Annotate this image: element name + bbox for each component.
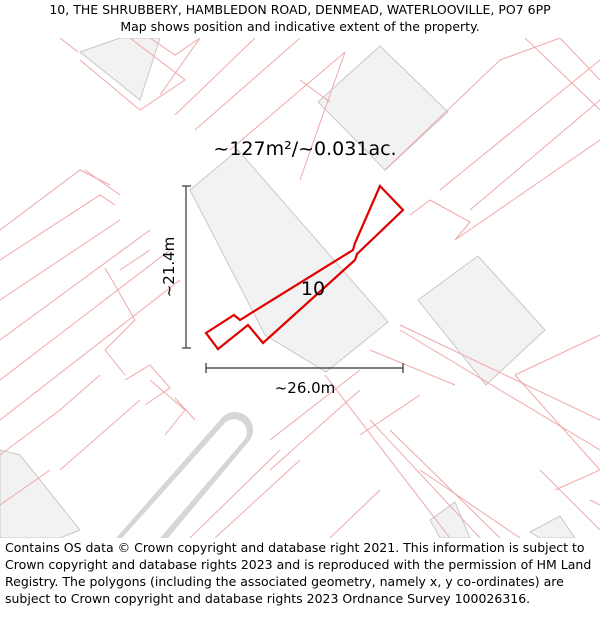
width-dimension-line xyxy=(206,363,403,373)
road-surface xyxy=(122,419,247,538)
width-dimension-label: ~26.0m xyxy=(274,379,336,397)
building xyxy=(190,150,388,372)
property-map[interactable] xyxy=(0,38,600,538)
map-canvas xyxy=(0,38,600,538)
height-dimension-line xyxy=(182,186,191,348)
building xyxy=(418,256,545,385)
building xyxy=(530,516,575,538)
copyright-notice: Contains OS data © Crown copyright and database right 2021. This information is subject to Crown copyright and database rights 2023 and is reproduced with the permission of HM Land Registry. The polygons (including the associated geometry, namely x, y co-ordinates) are subject to Crown copyright and database rights 2023 Ordnance Survey 100026316. xyxy=(5,540,592,606)
area-label: ~127m²/~0.031ac. xyxy=(213,138,397,160)
map-subtitle: Map shows position and indicative extent of the property. xyxy=(120,19,480,34)
property-address: 10, THE SHRUBBERY, HAMBLEDON ROAD, DENMEAD, WATERLOOVILLE, PO7 6PP xyxy=(49,2,551,17)
buildings xyxy=(0,38,575,538)
height-dimension-label: ~21.4m xyxy=(160,236,178,298)
road xyxy=(116,412,253,538)
building xyxy=(80,38,160,100)
map-header xyxy=(0,0,600,39)
plot-number-label: 10 xyxy=(300,278,326,300)
